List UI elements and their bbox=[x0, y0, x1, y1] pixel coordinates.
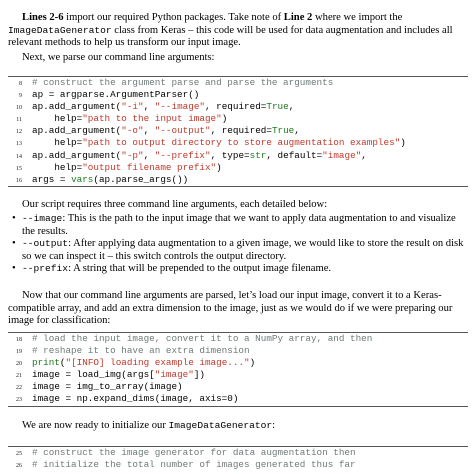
code-token: ap = argparse.ArgumentParser() bbox=[32, 89, 200, 101]
line-number: 21 bbox=[16, 373, 22, 380]
code-line bbox=[8, 357, 468, 369]
line-number: 20 bbox=[16, 361, 22, 368]
line-number: 25 bbox=[16, 451, 22, 457]
code-line bbox=[8, 174, 468, 186]
argument-description: : After applying data augmentation to a given image, we would like to store the result on disk so we can inspect it – this switch controls the output directory. bbox=[22, 238, 464, 262]
argument-list bbox=[8, 213, 470, 276]
code-keyword: print bbox=[32, 357, 60, 369]
code-block-arguments bbox=[8, 76, 468, 187]
intro-text-3: class from Keras – this code will be used for data augmentation and includes all relevant methods to help us transform our input image. bbox=[8, 24, 453, 49]
bullet-icon: • bbox=[12, 213, 16, 224]
code-keyword: str bbox=[249, 149, 267, 161]
code-token: , bbox=[143, 101, 155, 113]
line-number: 15 bbox=[16, 165, 22, 172]
line-number: 8 bbox=[19, 81, 22, 87]
intro-text-1: import our required Python packages. Take note of bbox=[63, 12, 284, 23]
generator-text-1: We are now ready to initialize our bbox=[22, 420, 169, 431]
line-number: 10 bbox=[16, 105, 22, 112]
code-line bbox=[8, 113, 468, 125]
code-string: "--image" bbox=[154, 101, 205, 113]
class-name: ImageDataGenerator bbox=[168, 420, 273, 431]
code-token: image = np.expand_dims(image, axis=0) bbox=[32, 393, 239, 405]
code-token: image = img_to_array(image) bbox=[32, 381, 183, 393]
argument-description: : This is the path to the input image that we want to apply data augmentation to and visualize the results. bbox=[22, 213, 456, 237]
intro-text-2: where we import the bbox=[312, 12, 403, 23]
code-line bbox=[8, 89, 468, 101]
argument-flag: --image bbox=[22, 213, 63, 224]
code-string: "image" bbox=[322, 149, 362, 161]
code-line bbox=[8, 101, 468, 113]
code-token: , type= bbox=[210, 149, 250, 161]
code-string: "-i" bbox=[121, 101, 144, 113]
intro-paragraph bbox=[8, 12, 470, 50]
code-token: help= bbox=[32, 113, 83, 125]
line-number: 18 bbox=[16, 337, 22, 343]
code-token: ]) bbox=[193, 369, 205, 381]
code-block-load-image bbox=[8, 332, 468, 407]
code-token: , required= bbox=[204, 101, 267, 113]
argument-flag: --output bbox=[22, 238, 69, 250]
code-token: , bbox=[294, 125, 300, 137]
code-token: , bbox=[288, 101, 295, 113]
code-token: ap.add_argument( bbox=[32, 149, 122, 161]
argument-list-item bbox=[8, 238, 470, 263]
argument-list-item bbox=[8, 263, 470, 276]
code-comment: # construct the argument parse and parse the arguments bbox=[32, 77, 334, 88]
code-token: ( bbox=[59, 357, 66, 369]
generator-text-2: : bbox=[272, 420, 276, 431]
code-line bbox=[8, 345, 468, 357]
args-description-paragraph: Our script requires three command line arguments, each detailed below: bbox=[22, 199, 328, 210]
code-keyword: True bbox=[271, 125, 295, 137]
code-comment: # construct the image generator for data augmentation then bbox=[32, 447, 356, 458]
code-line bbox=[8, 162, 468, 174]
code-string: "-o" bbox=[121, 125, 144, 137]
code-string: "-p" bbox=[121, 149, 144, 161]
line-number: 23 bbox=[16, 397, 22, 404]
code-line bbox=[8, 77, 468, 89]
line-number: 12 bbox=[16, 129, 22, 136]
code-keyword: True bbox=[266, 101, 289, 113]
code-token: ) bbox=[249, 357, 256, 369]
code-token: , bbox=[143, 149, 155, 161]
code-line bbox=[8, 137, 468, 149]
line-number: 11 bbox=[16, 117, 22, 124]
code-string: "image" bbox=[154, 369, 194, 381]
generator-intro-paragraph bbox=[8, 420, 470, 433]
code-block-generator bbox=[8, 446, 468, 471]
code-string: "[INFO] loading example image..." bbox=[65, 357, 250, 369]
code-token: help= bbox=[32, 161, 83, 173]
code-line bbox=[8, 125, 468, 137]
code-token: help= bbox=[32, 137, 83, 149]
argument-description: : A string that will be prepended to the output image filename. bbox=[68, 263, 332, 275]
bullet-icon: • bbox=[12, 263, 16, 275]
code-token: ) bbox=[400, 137, 406, 149]
code-keyword: vars bbox=[71, 173, 94, 185]
code-comment: # initialize the total number of images generated thus far bbox=[32, 459, 356, 471]
code-line bbox=[8, 369, 468, 381]
code-string: "--prefix" bbox=[154, 149, 211, 161]
load-image-paragraph: Now that our command line arguments are parsed, let’s load our input image, convert it to a Keras-compatible array, and add an extra dimension to the image, just as we would do if we were preparing our image for classification: bbox=[8, 290, 453, 327]
line-number: 19 bbox=[16, 349, 22, 356]
code-string: "path to the input image" bbox=[82, 113, 222, 125]
code-token: image = load_img(args[ bbox=[32, 369, 155, 381]
code-line bbox=[8, 393, 468, 405]
code-comment: # reshape it to have an extra dimension bbox=[32, 345, 250, 357]
code-token: (ap.parse_args()) bbox=[93, 173, 189, 185]
code-string: "output filename prefix" bbox=[82, 161, 217, 173]
bullet-icon: • bbox=[12, 238, 16, 250]
args-intro-paragraph: Next, we parse our command line arguments: bbox=[22, 52, 215, 63]
code-token: ap.add_argument( bbox=[32, 125, 122, 137]
code-token: args = bbox=[32, 173, 72, 185]
line-number: 9 bbox=[19, 93, 22, 100]
line-number: 26 bbox=[16, 463, 22, 470]
argument-flag: --prefix bbox=[22, 263, 69, 275]
code-line bbox=[8, 150, 468, 162]
code-token: , bbox=[143, 125, 155, 137]
line-number: 14 bbox=[16, 153, 22, 160]
lines-ref: Lines 2-6 bbox=[22, 12, 64, 23]
code-line bbox=[8, 381, 468, 393]
code-comment: # load the input image, convert it to a NumPy array, and then bbox=[32, 333, 373, 344]
code-token: ) bbox=[221, 113, 228, 125]
code-token: ) bbox=[216, 161, 222, 173]
code-token: , bbox=[361, 149, 367, 161]
code-token: , required= bbox=[210, 125, 272, 137]
code-line bbox=[8, 333, 468, 345]
line-number: 13 bbox=[16, 141, 22, 148]
line-ref: Line 2 bbox=[283, 12, 313, 23]
code-string: "path to output directory to store augmentation examples" bbox=[82, 137, 401, 149]
code-line bbox=[8, 447, 468, 459]
code-string: "--output" bbox=[154, 125, 211, 137]
line-number: 22 bbox=[16, 385, 22, 392]
class-name: ImageDataGenerator bbox=[8, 24, 112, 36]
code-token: ap.add_argument( bbox=[32, 101, 122, 113]
argument-list-item bbox=[8, 213, 470, 238]
code-token: , default= bbox=[266, 149, 323, 161]
code-line bbox=[8, 459, 468, 471]
line-number: 16 bbox=[16, 177, 22, 184]
